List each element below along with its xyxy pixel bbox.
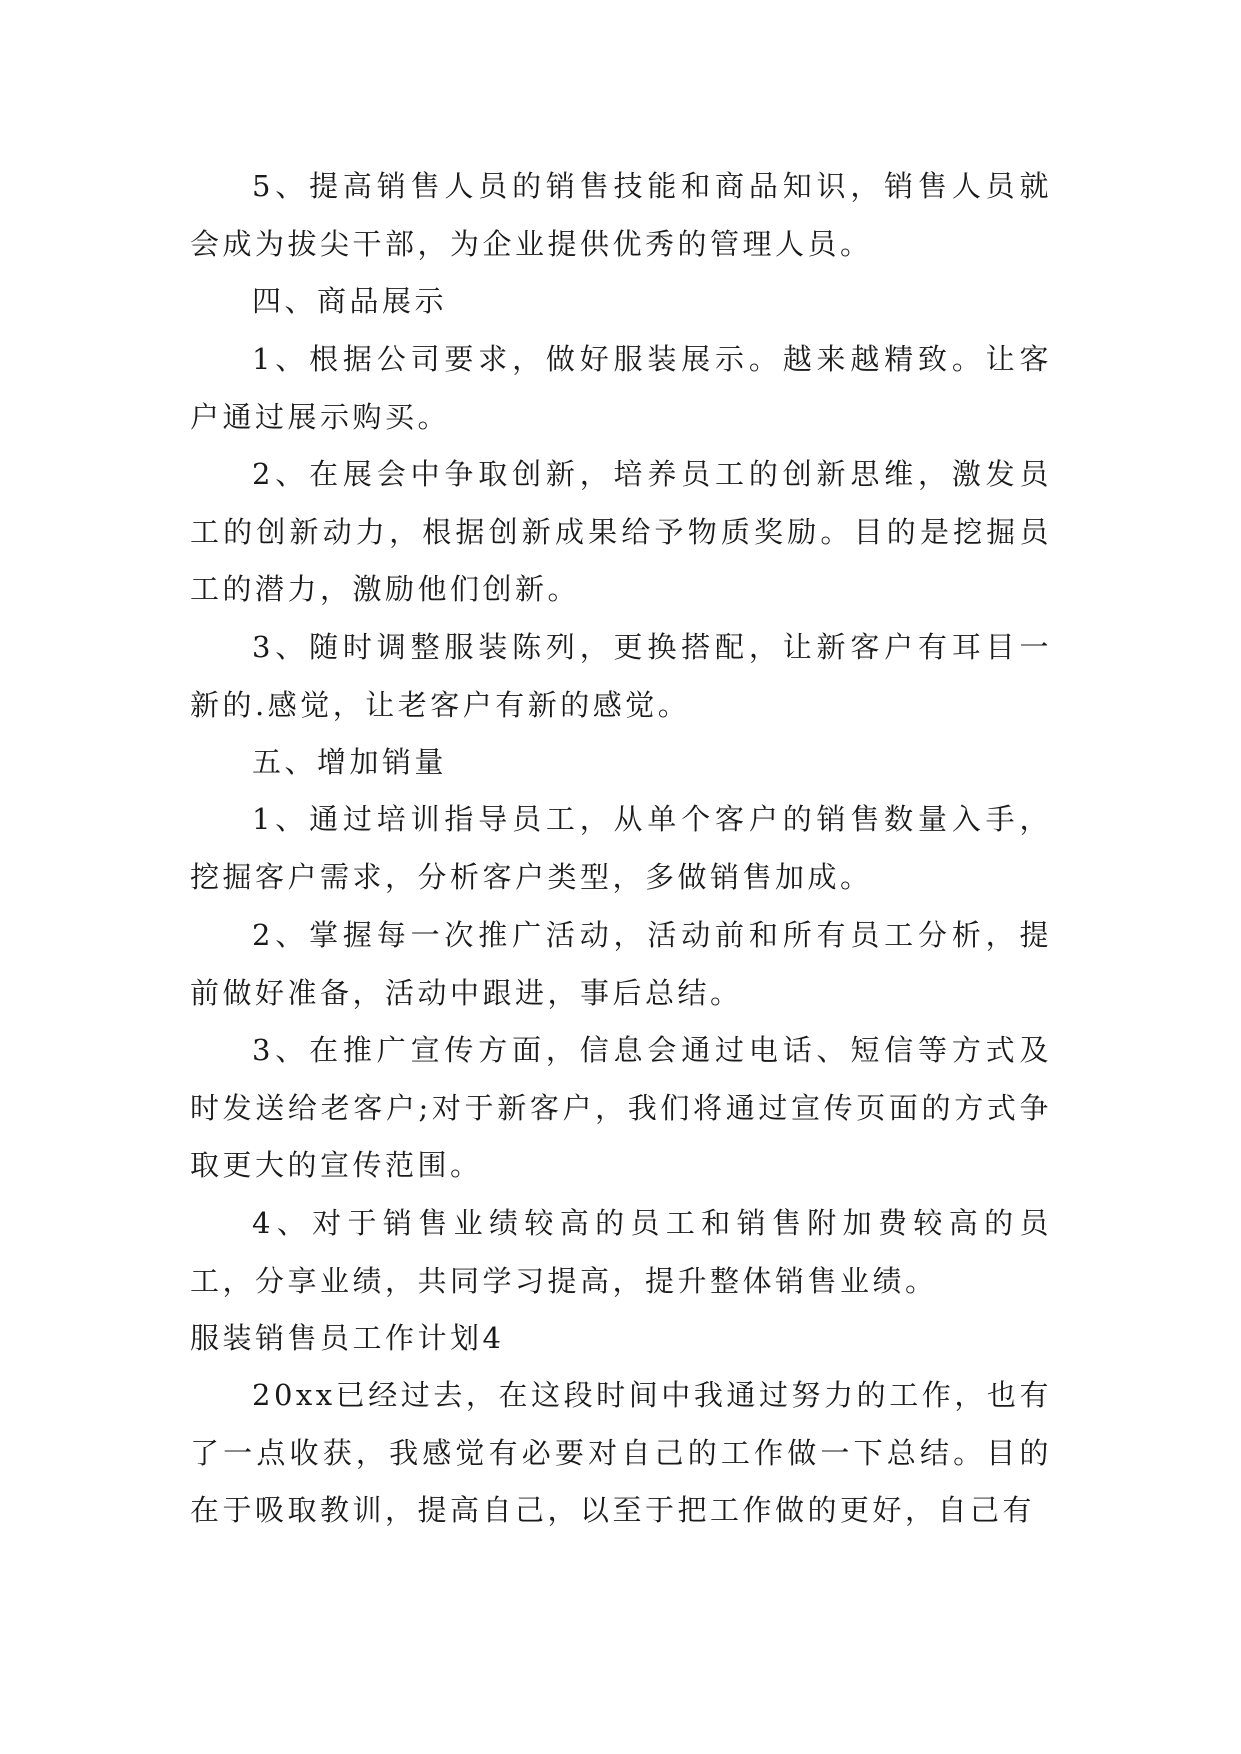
paragraph-sales-3: 3、在推广宣传方面，信息会通过电话、短信等方式及时发送给老客户;对于新客户，我们将通过宣传页面的方式争取更大的宣传范围。 bbox=[190, 1033, 1052, 1182]
paragraph-display-2: 2、在展会中争取创新，培养员工的创新思维，激发员工的创新动力，根据创新成果给予物质奖励。目的是挖掘员工的潜力，激励他们创新。 bbox=[190, 457, 1052, 606]
paragraph-display-3: 3、随时调整服装陈列，更换搭配，让新客户有耳目一新的.感觉，让老客户有新的感觉。 bbox=[190, 630, 1052, 722]
paragraph-sales-4: 4、对于销售业绩较高的员工和销售附加费较高的员工，分享业绩，共同学习提高，提升整体销售业绩。 bbox=[190, 1206, 1052, 1298]
paragraph-sales-skills: 5、提高销售人员的销售技能和商品知识，销售人员就会成为拔尖干部，为企业提供优秀的管理人员。 bbox=[190, 169, 1052, 261]
paragraph-sales-2: 2、掌握每一次推广活动，活动前和所有员工分析，提前做好准备，活动中跟进，事后总结。 bbox=[190, 918, 1052, 1010]
document-title-plan-4: 服装销售员工作计划4 bbox=[190, 1321, 505, 1355]
section-heading-product-display: 四、商品展示 bbox=[252, 284, 448, 318]
paragraph-plan-4-intro: 20xx已经过去，在这段时间中我通过努力的工作，也有了一点收获，我感觉有必要对自己的工作做一下总结。目的在于吸取教训，提高自己，以至于把工作做的更好，自己有 bbox=[190, 1378, 1052, 1527]
paragraph-sales-1: 1、通过培训指导员工，从单个客户的销售数量入手，挖掘客户需求，分析客户类型，多做销售加成。 bbox=[190, 802, 1052, 894]
section-heading-increase-sales: 五、增加销量 bbox=[252, 745, 448, 779]
paragraph-display-1: 1、根据公司要求，做好服装展示。越来越精致。让客户通过展示购买。 bbox=[190, 342, 1052, 434]
